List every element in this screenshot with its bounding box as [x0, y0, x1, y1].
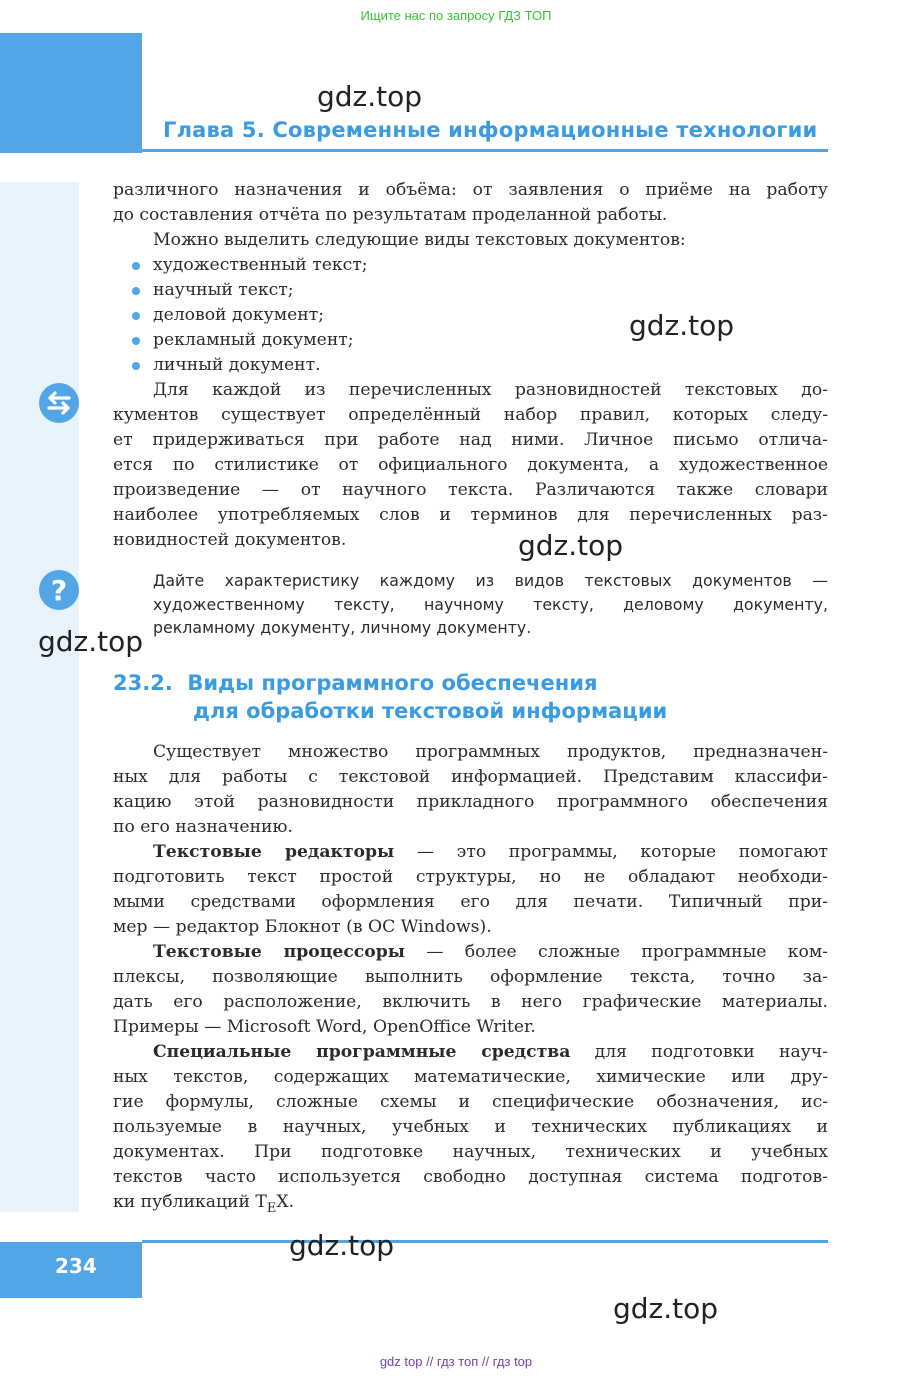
bullet-dot: [132, 312, 140, 320]
section-title-line2: для обработки текстовой информации: [193, 699, 668, 723]
list-item-text: личный документ.: [153, 355, 321, 375]
text-line: новидностей документов.: [113, 530, 347, 550]
intro-text: [113, 178, 828, 253]
bottom-rule: [142, 1240, 828, 1243]
list-item-text: рекламный документ;: [153, 330, 354, 350]
text-line: кацию этой разновидности прикладного программного обеспечения: [113, 792, 828, 812]
text-line: подготовить текст простой структуры, но не обладают необходи-: [113, 867, 828, 887]
text-line: Дайте характеристику каждому из видов текстовых документов —: [153, 571, 828, 590]
text-line: плексы, позволяющие выполнить оформление текста, точно за-: [113, 967, 828, 987]
section-number: 23.2.: [113, 671, 173, 695]
watermark: gdz.top: [613, 1292, 719, 1325]
list-item-text: деловой документ;: [153, 305, 325, 325]
body-text: [113, 740, 828, 1215]
watermark: gdz.top: [629, 309, 735, 342]
list-item: [130, 278, 730, 303]
text-line: ки публикаций $T_EX$.: [113, 1192, 295, 1216]
text-line: произведение — от научного текста. Различаются также словари: [113, 480, 828, 500]
text-line: ных для работы с текстовой информацией. Представим классифи-: [113, 767, 828, 787]
bullet-dot: [132, 362, 140, 370]
list-item: [130, 353, 730, 378]
text-line: Можно выделить следующие виды текстовых документов:: [153, 230, 686, 250]
text-line: Существует множество программных продуктов, предназначен-: [153, 742, 828, 762]
bullet-dot: [132, 287, 140, 295]
text-line: по его назначению.: [113, 817, 293, 837]
watermark: gdz.top: [317, 80, 423, 113]
text-line: дать его расположение, включить в него графические материалы.: [113, 992, 828, 1012]
question-text: [153, 569, 828, 640]
text-line: Текстовые процессоры — более сложные программные ком-: [153, 942, 828, 962]
tex-subscript: E: [266, 1201, 277, 1216]
paragraph: [113, 378, 828, 553]
list-item: [130, 253, 730, 278]
text-line: текстов часто используется свободно доступная система подготов-: [113, 1167, 828, 1187]
text-line: ных текстов, содержащих математические, химические или дру-: [113, 1067, 828, 1087]
side-strip: [0, 182, 79, 1212]
text-line: Текстовые редакторы — это программы, которые помогают: [153, 842, 828, 862]
watermark: gdz.top: [38, 625, 144, 658]
text-line: пользуемые в научных, учебных и технических публикациях и: [113, 1117, 828, 1137]
text-line: Специальные программные средства для подготовки науч-: [153, 1042, 828, 1062]
text-line: документах. При подготовке научных, технических и учебных: [113, 1142, 828, 1162]
term-special-software: Специальные программные средства: [153, 1042, 571, 1062]
list-item-text: художественный текст;: [153, 255, 368, 275]
text-line: ет придерживаться при работе над ними. Личное письмо отлича-: [113, 430, 828, 450]
text-line: ется по стилистике от официального документа, а художественное: [113, 455, 828, 475]
text-line: Примеры — Microsoft Word, OpenOffice Writer.: [113, 1017, 536, 1037]
text-line: наиболее употребляемых слов и терминов для перечисленных раз-: [113, 505, 828, 525]
text-line: различного назначения и объёма: от заявления о приёме на работу: [113, 180, 828, 200]
section-heading: [113, 669, 828, 725]
text-line: рекламному документу, личному документу.: [153, 618, 532, 637]
top-banner: Ищите нас по запросу ГДЗ ТОП: [360, 8, 552, 23]
term-text-editors: Текстовые редакторы: [153, 842, 395, 862]
watermark: gdz.top: [289, 1229, 395, 1262]
section-title-line1: Виды программного обеспечения: [187, 671, 598, 695]
text-line: мер — редактор Блокнот (в ОС Windows).: [113, 917, 492, 937]
bullet-dot: [132, 262, 140, 270]
svg-text:?: ?: [50, 574, 68, 607]
watermark: gdz.top: [518, 529, 624, 562]
text-line: кументов существует определённый набор правил, которых следу-: [113, 405, 828, 425]
corner-block: [0, 33, 142, 153]
text-line: мыми средствами оформления его для печати. Типичный при-: [113, 892, 828, 912]
page-number: 234: [55, 1254, 97, 1278]
list-item-text: научный текст;: [153, 280, 294, 300]
text-line: художественному тексту, научному тексту, деловому документу,: [153, 594, 828, 614]
chapter-rule: [142, 149, 828, 152]
term-word-processors: Текстовые процессоры: [153, 942, 405, 962]
text-line: Для каждой из перечисленных разновидностей текстовых до-: [153, 380, 828, 400]
text-line: гие формулы, сложные схемы и специфические обозначения, ис-: [113, 1092, 828, 1112]
footer: gdz top // гдз топ // гдз top: [379, 1354, 533, 1369]
question-icon: [39, 570, 79, 610]
chapter-title: Глава 5. Современные информационные технологии: [163, 118, 818, 142]
text-line: до составления отчёта по результатам проделанной работы.: [113, 205, 668, 225]
exchange-arrows-icon: [39, 383, 79, 423]
bullet-dot: [132, 337, 140, 345]
